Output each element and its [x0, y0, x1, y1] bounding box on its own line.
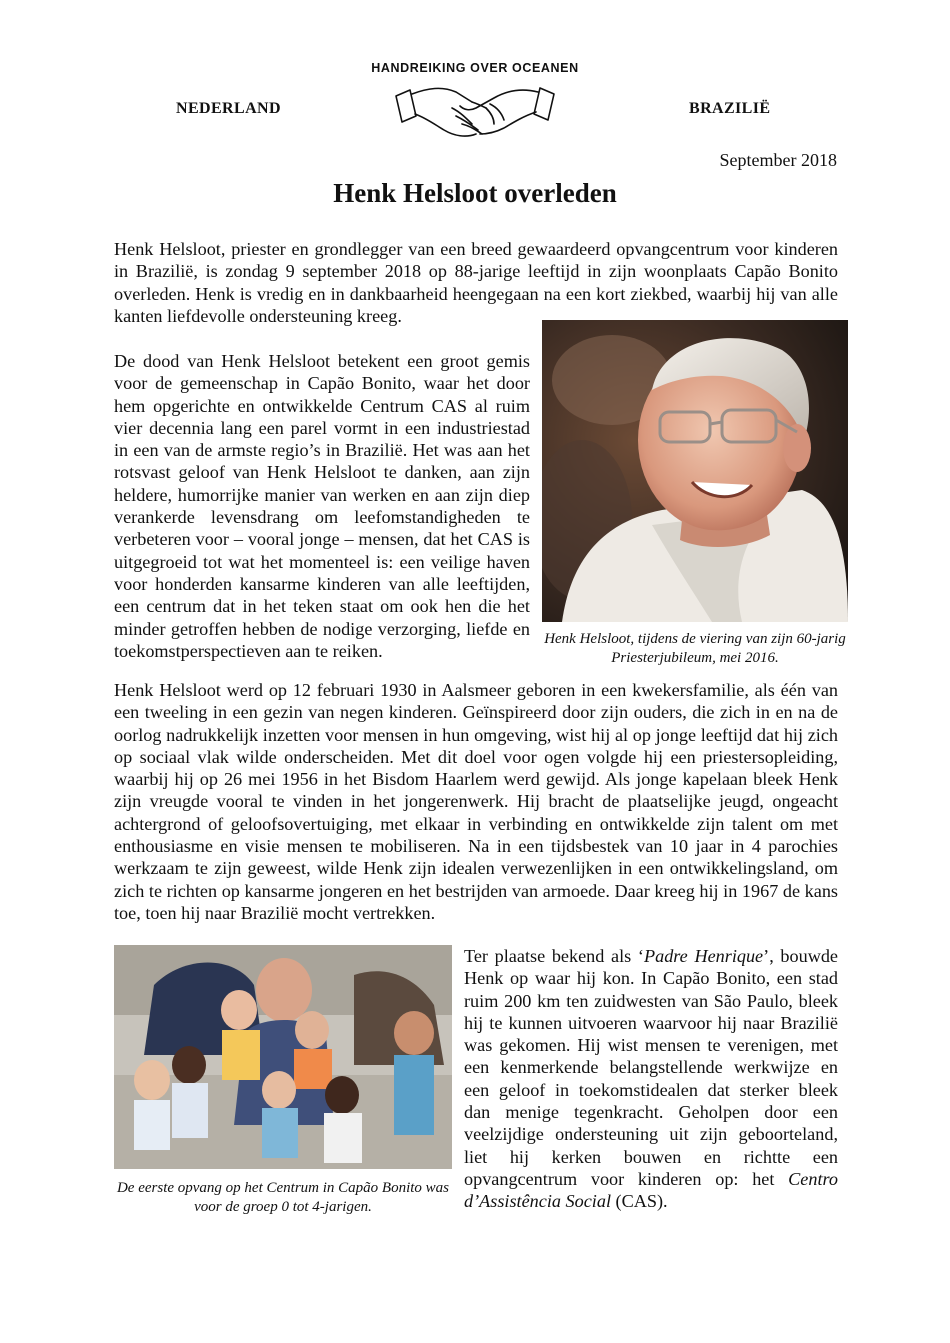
- center-name: Centro d’Assistência Social: [464, 1168, 838, 1212]
- page-title: Henk Helsloot overleden: [333, 178, 617, 208]
- body-paragraph-2: De dood van Henk Helsloot betekent een groot gemis voor de gemeenschap in Capão Bonito, waar het door hem opgerichte en ontwikkelde Centrum CAS al ruim vier decennia lang een parel vormt in een industriestad in een van de armste regio’s in Brazilië. Het was aan het rotsvast geloof van Henk Helsloot te danken, aan zijn heldere, humorrijke manier van werken en aan zijn diep verankerde levensdrang om leefomstandigheden te verbeteren voor – vooral jonge – mensen, dat het CAS is uitgegroeid tot wat het momenteel is: een veilige haven voor honderden kansarme kinderen van alle leeftijden, een centrum dat in het teken staat om ook hen die het minder getroffen hebben de nodige verzorging, liefde en toekomstperspectieven aan te reiken.: [114, 351, 530, 661]
- handshake-icon: [390, 78, 560, 146]
- intro-paragraph: Henk Helsloot, priester en grondlegger van een breed gewaardeerd opvangcentrum voor kinderen in Brazilië, is zondag 9 september 2018 op 88-jarige leeftijd in zijn woonplaats Capão Bonito overleden. Henk is vredig en in dankbaarheid heengegaan na een kort ziekbed, waarbij hij van alle kanten liefdevolle ondersteuning kreeg.: [114, 239, 838, 326]
- body-paragraph-3: Henk Helsloot werd op 12 februari 1930 in Aalsmeer geboren in een kwekersfamilie, als één van een tweeling in een gezin van negen kinderen. Geïnspireerd door zijn ouders, die zich in en na de oorlog nadrukkelijk inzetten voor mensen in hun omgeving, wist hij al op jonge leeftijd dat hij zich op sociaal vlak wilde onderscheiden. Met dit doel voor ogen volgde hij een priestersopleiding, waarbij hij op 26 mei 1956 in het Bisdom Haarlem werd gewijd. Als jonge kapelaan bleek Henk zijn vreugde vooral te vinden in het jongerenwerk. Hij bracht de plaatselijke jeugd, ongeacht achtergrond of geloofsovertuiging, met elkaar in verbinding en ontwikkelde zijn talent om met enthousiasme en visie mensen te mobiliseren. Na in een tijdsbestek van 10 jaar in 4 parochies werkzaam te zijn geweest, wilde Henk zijn idealen verwezenlijken in een ontwikkelingsland, om zich te richten op kansarme jongeren en het bestrijden van armoede. Daar kreeg hij in 1967 de kans toe, toen hij naar Brazilië mocht vertrekken.: [114, 680, 838, 923]
- group-photo: [114, 945, 452, 1169]
- body-paragraph-4: [464, 945, 838, 1213]
- paragraph-4-part-c: (CAS).: [611, 1191, 668, 1212]
- organization-name: HANDREIKING OVER OCEANEN: [371, 61, 579, 75]
- country-left: NEDERLAND: [176, 100, 281, 117]
- issue-date: September 2018: [719, 150, 837, 170]
- country-right: BRAZILIË: [689, 100, 771, 117]
- paragraph-4-part-b: ’, bouwde Henk op waar hij kon. In Capão Bonito, een stad ruim 200 km ten zuidwesten van São Paulo, bleek hij te kunnen uitvoeren waarvoor hij naar Brazilië was gekomen. Hij wist mensen te verenigen, met een kenmerkende belangstellende werkwijze en een geloof in toekomstidealen dat sterker bleek dan menige tegenkracht. Geholpen door een veelzijdige ondersteuning uit zijn geboorteland, liet hij kerken bouwen en richtte een opvangcentrum voor kinderen op: het: [464, 946, 839, 1189]
- portrait-caption: Henk Helsloot, tijdens de viering van zijn 60-jarig Priesterjubileum, mei 2016.: [544, 631, 846, 666]
- paragraph-4-part-a: Ter plaatse bekend als ‘: [464, 946, 644, 966]
- nickname: Padre Henrique: [643, 946, 764, 966]
- portrait-photo: [542, 320, 848, 622]
- group-caption: De eerste opvang op het Centrum in Capão Bonito was voor de groep 0 tot 4-jarigen.: [116, 1180, 450, 1215]
